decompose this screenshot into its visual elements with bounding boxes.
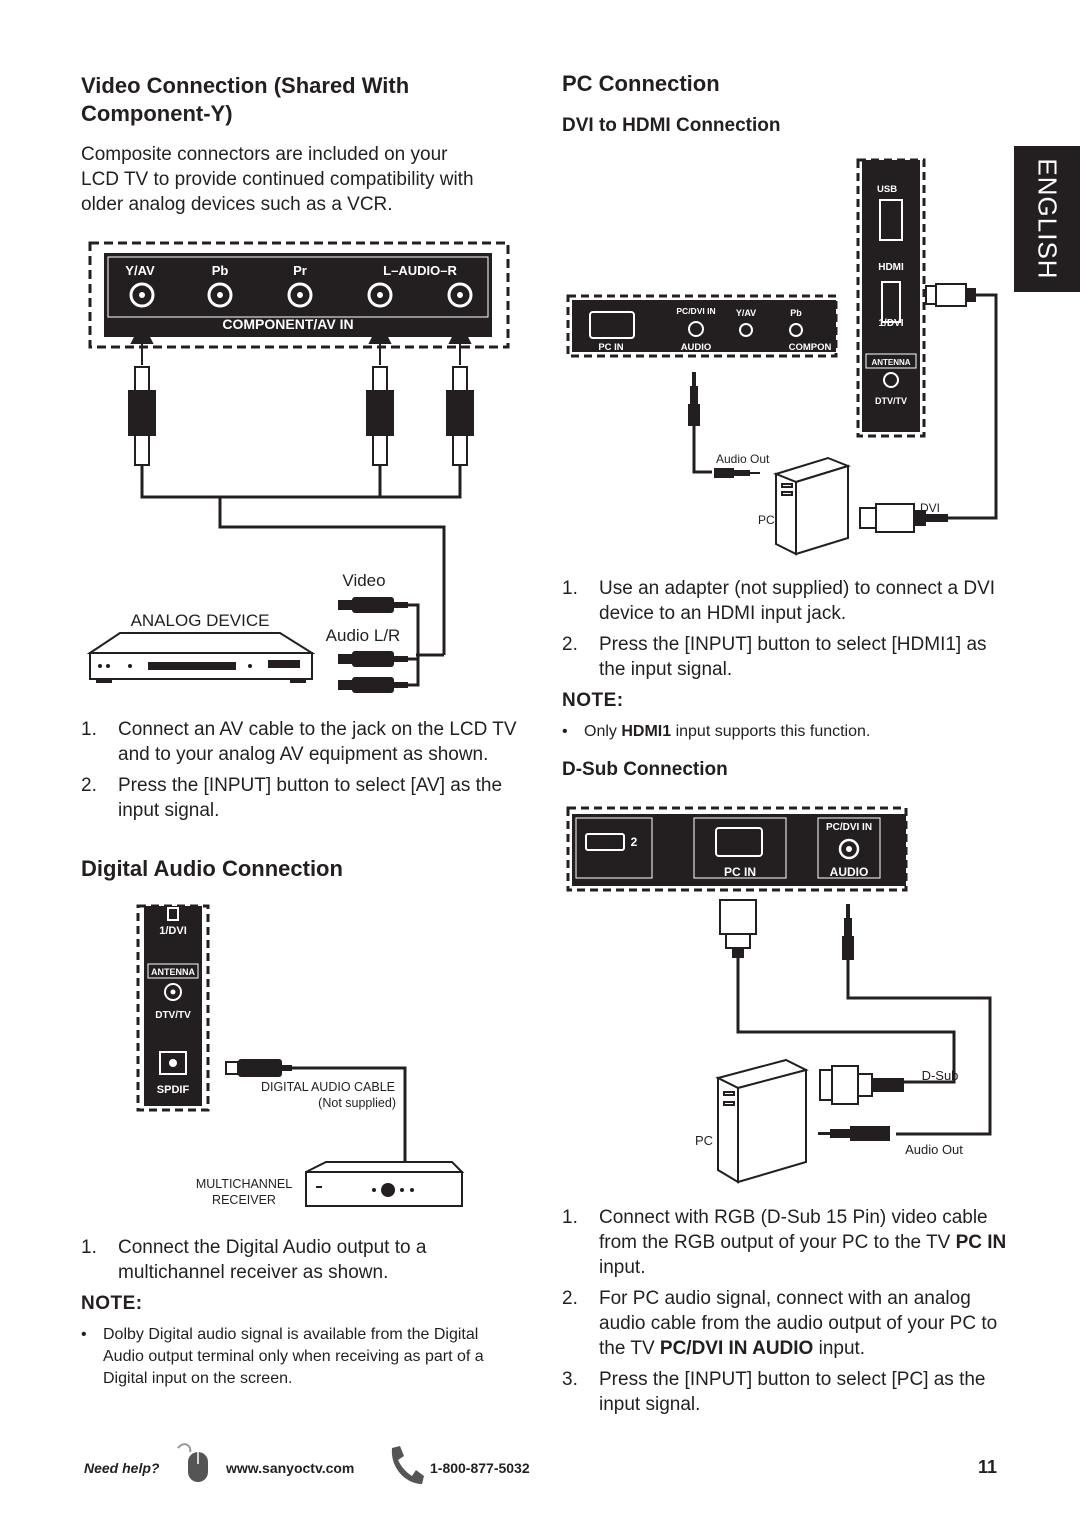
- audio-out-label: Audio Out: [716, 452, 770, 466]
- step-item: [562, 1205, 1007, 1280]
- dvi-note: [562, 721, 1002, 743]
- step-text: Connect the Digital Audio output to a multichannel receiver as shown.: [118, 1237, 427, 1283]
- dvi-hdmi-diagram: [562, 156, 1007, 556]
- note-text: Dolby Digital audio signal is available from the Digital Audio output terminal only when receiving as part of a Digital input on the screen.: [103, 1326, 484, 1387]
- dsub-subtitle: D-Sub Connection: [562, 759, 728, 780]
- note-bold: HDMI1: [621, 723, 672, 740]
- step-item: [81, 773, 526, 823]
- audio-plug-icon: [842, 904, 854, 960]
- step-item: [562, 1367, 1007, 1417]
- video-intro-line: older analog devices such as a VCR.: [81, 194, 393, 215]
- video-title-line2: Component-Y): [81, 101, 233, 126]
- label-yav: Y/AV: [735, 308, 757, 318]
- dvi-label: DVI: [920, 501, 941, 515]
- pc-tower-icon: [718, 1060, 806, 1182]
- label-audio: AUDIO: [680, 342, 712, 353]
- dsub-plug-icon: [820, 1066, 904, 1104]
- language-tab: [1014, 146, 1080, 292]
- label-1dvi: 1/DVI: [159, 925, 187, 937]
- note-item: [81, 1324, 521, 1390]
- hdmi-plug-icon: [926, 284, 976, 306]
- mouse-icon: [174, 1440, 214, 1488]
- label-1dvi: 1/DVI: [878, 318, 904, 329]
- label-antenna: ANTENNA: [871, 358, 911, 367]
- rca-plug-icon: [447, 367, 473, 465]
- rca-plug-icon: [367, 367, 393, 465]
- dvi-hdmi-subtitle: DVI to HDMI Connection: [562, 115, 781, 136]
- pc-label: PC: [695, 1133, 714, 1148]
- pc-label: PC: [758, 513, 775, 527]
- step-item: [81, 717, 526, 767]
- step-bold: PC/DVI IN AUDIO: [659, 1338, 814, 1359]
- receiver-device-icon: [306, 1162, 462, 1206]
- video-connection-section: [81, 72, 531, 217]
- pc-connection-title: PC Connection: [562, 71, 720, 96]
- step-text: Press the [INPUT] button to select [HDMI1] as the input signal.: [599, 634, 987, 680]
- label-pb: Pb: [790, 308, 802, 318]
- label-antenna: ANTENNA: [151, 967, 195, 977]
- audio-out-label: Audio Out: [905, 1142, 963, 1157]
- step-number: 1.: [562, 578, 578, 599]
- video-intro: [81, 142, 531, 217]
- step-item: [562, 576, 1007, 626]
- step-text: input.: [813, 1338, 866, 1359]
- digital-audio-steps: [81, 1235, 526, 1291]
- label-hdmi2: 2: [630, 835, 638, 849]
- dsub-label: D-Sub: [921, 1068, 959, 1083]
- dsub-plug-icon: [720, 900, 756, 958]
- video-label: Video: [342, 571, 386, 590]
- label-dtvtv: DTV/TV: [155, 1010, 191, 1021]
- step-number: 3.: [562, 1369, 578, 1390]
- small-rca-plug-icon: [338, 651, 408, 667]
- digital-audio-note: [81, 1324, 521, 1390]
- step-text: Connect an AV cable to the jack on the LCD TV and to your analog AV equipment as shown.: [118, 719, 517, 765]
- hdmi-cable: [948, 295, 996, 518]
- note-text: input supports this function.: [671, 723, 871, 740]
- video-title-line1: Video Connection (Shared With: [81, 73, 410, 98]
- label-usb: USB: [877, 184, 898, 195]
- digital-audio-diagram: [130, 900, 475, 1220]
- label-dtvtv: DTV/TV: [874, 396, 908, 406]
- label-pr: Pr: [293, 263, 307, 278]
- dsub-diagram: [562, 800, 1007, 1190]
- need-help-label: Need help?: [84, 1460, 160, 1476]
- page-number: 11: [978, 1457, 998, 1477]
- rca-plug-icon: [129, 367, 155, 465]
- component-panel-caption: COMPONENT/AV IN: [222, 316, 354, 332]
- step-text: Connect with RGB (D-Sub 15 Pin) video cable from the RGB output of your PC to the TV: [599, 1207, 988, 1253]
- audio-plug-icon: [714, 468, 760, 478]
- video-intro-line: Composite connectors are included on your: [81, 144, 448, 165]
- digital-audio-note-heading: NOTE:: [81, 1293, 143, 1314]
- pc-tower-icon: [776, 458, 848, 554]
- step-number: 2.: [562, 634, 578, 655]
- step-item: [81, 1235, 526, 1285]
- phone-icon: [384, 1442, 424, 1486]
- language-tab-label: ENGLISH: [1032, 158, 1063, 280]
- label-spdif: SPDIF: [156, 1084, 190, 1096]
- audio-plug-icon: [688, 372, 700, 426]
- step-text: Press the [INPUT] button to select [PC] as the input signal.: [599, 1369, 986, 1415]
- dvi-note-heading: NOTE:: [562, 690, 624, 711]
- step-text: Use an adapter (not supplied) to connect a DVI device to an HDMI input jack.: [599, 578, 996, 624]
- step-item: [562, 1286, 1007, 1361]
- receiver-label-line2: RECEIVER: [212, 1193, 276, 1207]
- step-number: 2.: [81, 775, 97, 796]
- website-link[interactable]: www.sanyoctv.com: [226, 1460, 355, 1476]
- small-rca-plug-icon: [338, 677, 408, 693]
- audio-cable: [848, 960, 990, 1134]
- optical-plug-icon: [226, 1059, 292, 1077]
- video-connection-title: [81, 72, 531, 128]
- vcr-device-icon: [90, 633, 312, 683]
- step-bold: PC IN: [955, 1232, 1007, 1253]
- audio-plug-icon: [818, 1126, 890, 1141]
- label-pcin: PC IN: [598, 342, 624, 353]
- video-connection-diagram: [80, 235, 520, 695]
- step-text: For PC audio signal, connect with an analog audio cable from the audio output of your PC to the TV: [599, 1288, 998, 1359]
- step-number: 1.: [81, 719, 97, 740]
- digital-audio-cable-label: DIGITAL AUDIO CABLE: [260, 1080, 396, 1094]
- dsub-steps: [562, 1205, 1007, 1423]
- label-audio: L–AUDIO–R: [383, 263, 457, 278]
- label-pcin: PC IN: [723, 865, 757, 879]
- small-rca-plug-icon: [338, 597, 408, 613]
- step-number: 1.: [562, 1207, 578, 1228]
- phone-number[interactable]: 1-800-877-5032: [430, 1460, 530, 1476]
- note-item: [562, 721, 1002, 743]
- video-intro-line: LCD TV to provide continued compatibility with: [81, 169, 474, 190]
- label-pcdviin: PC/DVI IN: [825, 822, 873, 833]
- note-text: Only: [584, 723, 622, 740]
- label-pb: Pb: [211, 263, 229, 278]
- label-pcdviin: PC/DVI IN: [676, 306, 716, 316]
- label-compon: COMPON: [788, 342, 832, 353]
- digital-audio-title: Digital Audio Connection: [81, 856, 343, 881]
- audio-lr-label: Audio L/R: [325, 626, 401, 645]
- dvi-steps: [562, 576, 1007, 688]
- video-steps: [81, 717, 526, 829]
- label-yav: Y/AV: [125, 263, 155, 278]
- step-text: input.: [599, 1257, 646, 1278]
- bullet: •: [562, 723, 568, 740]
- analog-device-label: ANALOG DEVICE: [130, 611, 270, 630]
- step-number: 1.: [81, 1237, 97, 1258]
- bullet: •: [81, 1326, 87, 1343]
- receiver-label-line1: MULTICHANNEL: [195, 1177, 293, 1191]
- label-audio: AUDIO: [829, 865, 869, 879]
- step-item: [562, 632, 1007, 682]
- label-hdmi: HDMI: [878, 262, 904, 273]
- step-number: 2.: [562, 1288, 578, 1309]
- not-supplied-label: (Not supplied): [318, 1096, 396, 1110]
- step-text: Press the [INPUT] button to select [AV] as the input signal.: [118, 775, 503, 821]
